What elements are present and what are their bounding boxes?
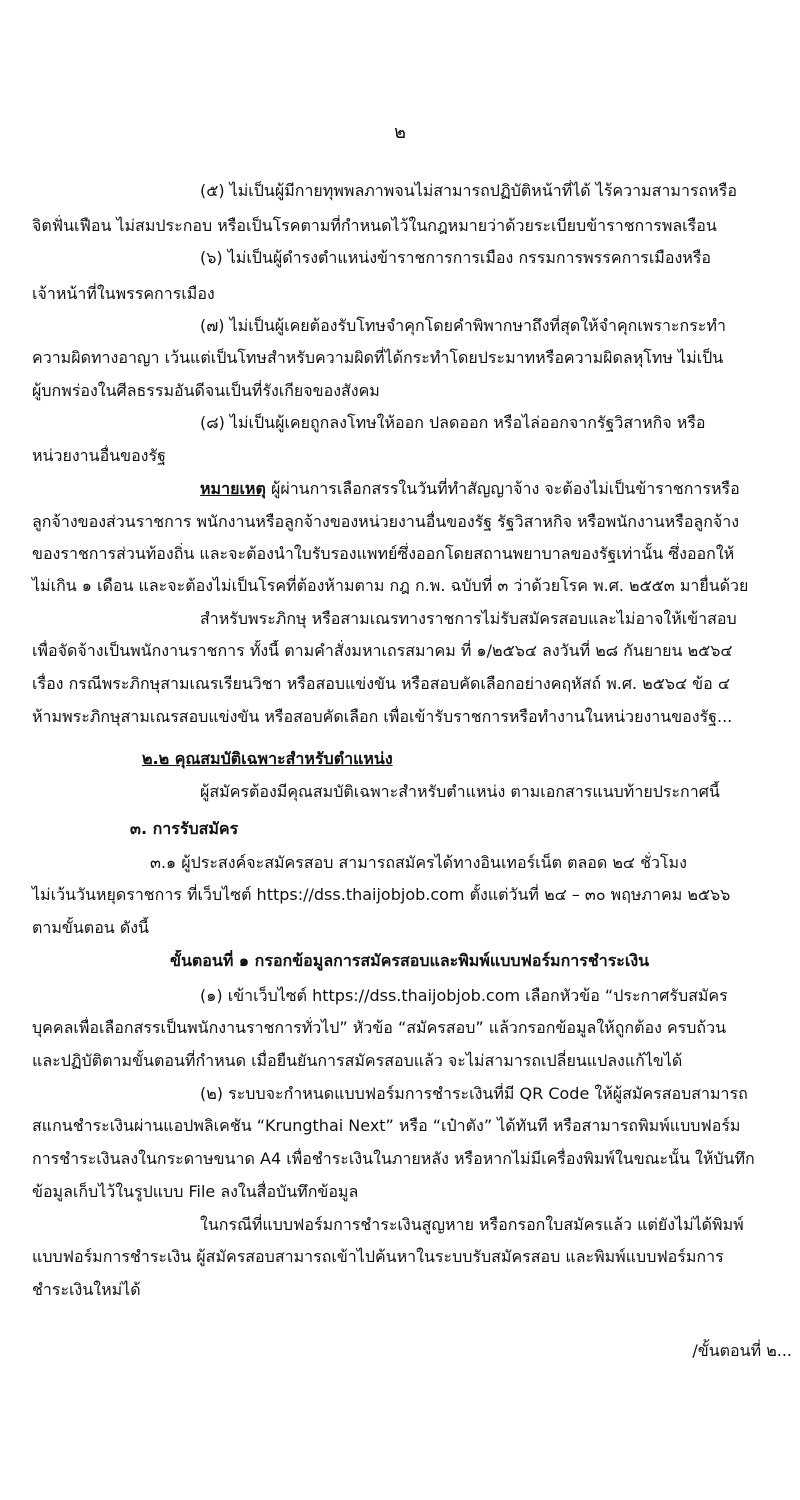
step-1-1-line-1: (๑) เข้าเว็บไซต์ https://dss.thaijobjob.com เลือกหัวข้อ “ประกาศรับสมัคร xyxy=(200,986,728,1005)
item-8-line-2: หน่วยงานอื่นของรัฐ xyxy=(32,446,166,465)
page-number: ๒ xyxy=(394,122,406,143)
section-3-1-line-2: ไม่เว้นวันหยุดราชการ ที่เว็บไซต์ https://dss.thaijobjob.com ตั้งแต่วันที่ ๒๔ – ๓๐ พฤษภาคม ๒๕๖๖ xyxy=(32,885,731,904)
item-7-line-2: ความผิดทางอาญา เว้นแต่เป็นโทษสำหรับความผิดที่ได้กระทำโดยประมาทหรือความผิดลหุโทษ ไม่เป็น xyxy=(32,348,724,367)
lost-form-line-2: แบบฟอร์มการชำระเงิน ผู้สมัครสอบสามารถเข้าไปค้นหาในระบบรับสมัครสอบ และพิมพ์แบบฟอร์มการ xyxy=(32,1247,724,1266)
step-1-heading xyxy=(0,950,790,972)
continuation-marker: /ขั้นตอนที่ ๒... xyxy=(692,1341,792,1360)
item-6-line-1: (๖) ไม่เป็นผู้ดำรงตำแหน่งข้าราชการการเมือง กรรมการพรรคการเมืองหรือ xyxy=(200,248,712,267)
step-1-2-line-1: (๒) ระบบจะกำหนดแบบฟอร์มการชำระเงินที่มี QR Code ให้ผู้สมัครสอบสามารถ xyxy=(200,1084,748,1103)
step-1-2-line-2: สแกนชำระเงินผ่านแอปพลิเคชัน “Krungthai Next” หรือ “เป๋าตัง” ได้ทันที หรือสามารถพิมพ์แบบฟอร์ม xyxy=(32,1116,741,1135)
note-line-4: ไม่เกิน ๑ เดือน และจะต้องไม่เป็นโรคที่ต้องห้ามตาม กฎ ก.พ. ฉบับที่ ๓ ว่าด้วยโรค พ.ศ. ๒๕๕๓ มายื่นด้วย xyxy=(32,576,749,595)
section-3-1-line-3: ตามขั้นตอน ดังนี้ xyxy=(32,918,149,937)
monk-line-4: ห้ามพระภิกษุสามเณรสอบแข่งขัน หรือสอบคัดเลือก เพื่อเข้ารับราชการหรือทำงานในหน่วยงานของรัฐ... xyxy=(32,707,733,726)
note-line-1 xyxy=(0,478,790,500)
section-2-2-heading xyxy=(0,748,792,770)
lost-form-line-3: ชำระเงินใหม่ได้ xyxy=(32,1280,141,1299)
step-1-1-line-2: บุคคลเพื่อเลือกสรรเป็นพนักงานราชการทั่วไป” หัวข้อ “สมัครสอบ” แล้วกรอกข้อมูลให้ถูกต้อง ครบถ้วน xyxy=(32,1018,727,1037)
monk-line-2: เพื่อจัดจ้างเป็นพนักงานราชการ ทั้งนี้ ตามคำสั่งมหาเถรสมาคม ที่ ๑/๒๕๖๔ ลงวันที่ ๒๘ กันยายน ๒๕๖๔ xyxy=(32,641,733,660)
section-3-title: ๓. การรับสมัคร xyxy=(130,819,239,838)
note-line-3: ของราชการส่วนท้องถิ่น และจะต้องนำใบรับรองแพทย์ซึ่งออกโดยสถานพยาบาลของรัฐเท่านั้น ซึ่งออกให้ xyxy=(32,544,735,563)
item-5-line-1: (๕) ไม่เป็นผู้มีกายทุพพลภาพจนไม่สามารถปฏิบัติหน้าที่ได้ ไร้ความสามารถหรือ xyxy=(200,181,737,200)
monk-line-1: สำหรับพระภิกษุ หรือสามเณรทางราชการไม่รับสมัครสอบและไม่อาจให้เข้าสอบ xyxy=(200,609,737,628)
item-5-line-2: จิตฟั่นเฟือน ไม่สมประกอบ หรือเป็นโรคตามที่กำหนดไว้ในกฎหมายว่าด้วยระเบียบข้าราชการพลเรือน xyxy=(32,216,717,235)
item-7-line-1: (๗) ไม่เป็นผู้เคยต้องรับโทษจำคุกโดยคำพิพากษาถึงที่สุดให้จำคุกเพราะกระทำ xyxy=(200,316,726,335)
item-8-line-1: (๘) ไม่เป็นผู้เคยถูกลงโทษให้ออก ปลดออก หรือไล่ออกจากรัฐวิสาหกิจ หรือ xyxy=(200,413,706,432)
section-2-2-text: ผู้สมัครต้องมีคุณสมบัติเฉพาะสำหรับตำแหน่ง ตามเอกสารแนบท้ายประกาศนี้ xyxy=(200,782,720,801)
step-1-1-line-3: และปฏิบัติตามขั้นตอนที่กำหนด เมื่อยืนยันการสมัครสอบแล้ว จะไม่สามารถเปลี่ยนแปลงแก้ไขได้ xyxy=(32,1051,683,1070)
monk-line-3: เรื่อง กรณีพระภิกษุสามเณรเรียนวิชา หรือสอบแข่งขัน หรือสอบคัดเลือกอย่างคฤหัสถ์ พ.ศ. ๒๕๖๔ ข้อ ๔ xyxy=(32,674,730,693)
note-label: หมายเหตุ xyxy=(200,479,266,498)
lost-form-line-1: ในกรณีที่แบบฟอร์มการชำระเงินสูญหาย หรือกรอกใบสมัครแล้ว แต่ยังไม่ได้พิมพ์ xyxy=(200,1215,744,1234)
note-text: ผู้ผ่านการเลือกสรรในวันที่ทำสัญญาจ้าง จะต้องไม่เป็นข้าราชการหรือ xyxy=(265,479,740,498)
item-7-line-3: ผู้บกพร่องในศีลธรรมอันดีจนเป็นที่รังเกียจของสังคม xyxy=(32,381,380,400)
section-3-heading xyxy=(0,818,790,840)
step-1-title: ขั้นตอนที่ ๑ กรอกข้อมูลการสมัครสอบและพิมพ์แบบฟอร์มการชำระเงิน xyxy=(170,951,650,970)
step-1-2-line-4: ข้อมูลเก็บไว้ในรูปแบบ File ลงในสื่อบันทึกข้อมูล xyxy=(32,1182,359,1201)
section-3-1-line-1: ๓.๑ ผู้ประสงค์จะสมัครสอบ สามารถสมัครได้ทางอินเทอร์เน็ต ตลอด ๒๔ ชั่วโมง xyxy=(150,853,687,872)
section-2-2-title: ๒.๒ คุณสมบัติเฉพาะสำหรับตำแหน่ง xyxy=(142,749,393,768)
step-1-2-line-3: การชำระเงินลงในกระดาษขนาด A4 เพื่อชำระเงินในภายหลัง หรือหากไม่มีเครื่องพิมพ์ในขณะนั้น ให้บันทึก xyxy=(32,1149,755,1168)
note-line-2: ลูกจ้างของส่วนราชการ พนักงานหรือลูกจ้างของหน่วยงานอื่นของรัฐ รัฐวิสาหกิจ หรือพนักงานหรือลูกจ้าง xyxy=(32,512,740,531)
item-6-line-2: เจ้าหน้าที่ในพรรคการเมือง xyxy=(32,284,215,303)
